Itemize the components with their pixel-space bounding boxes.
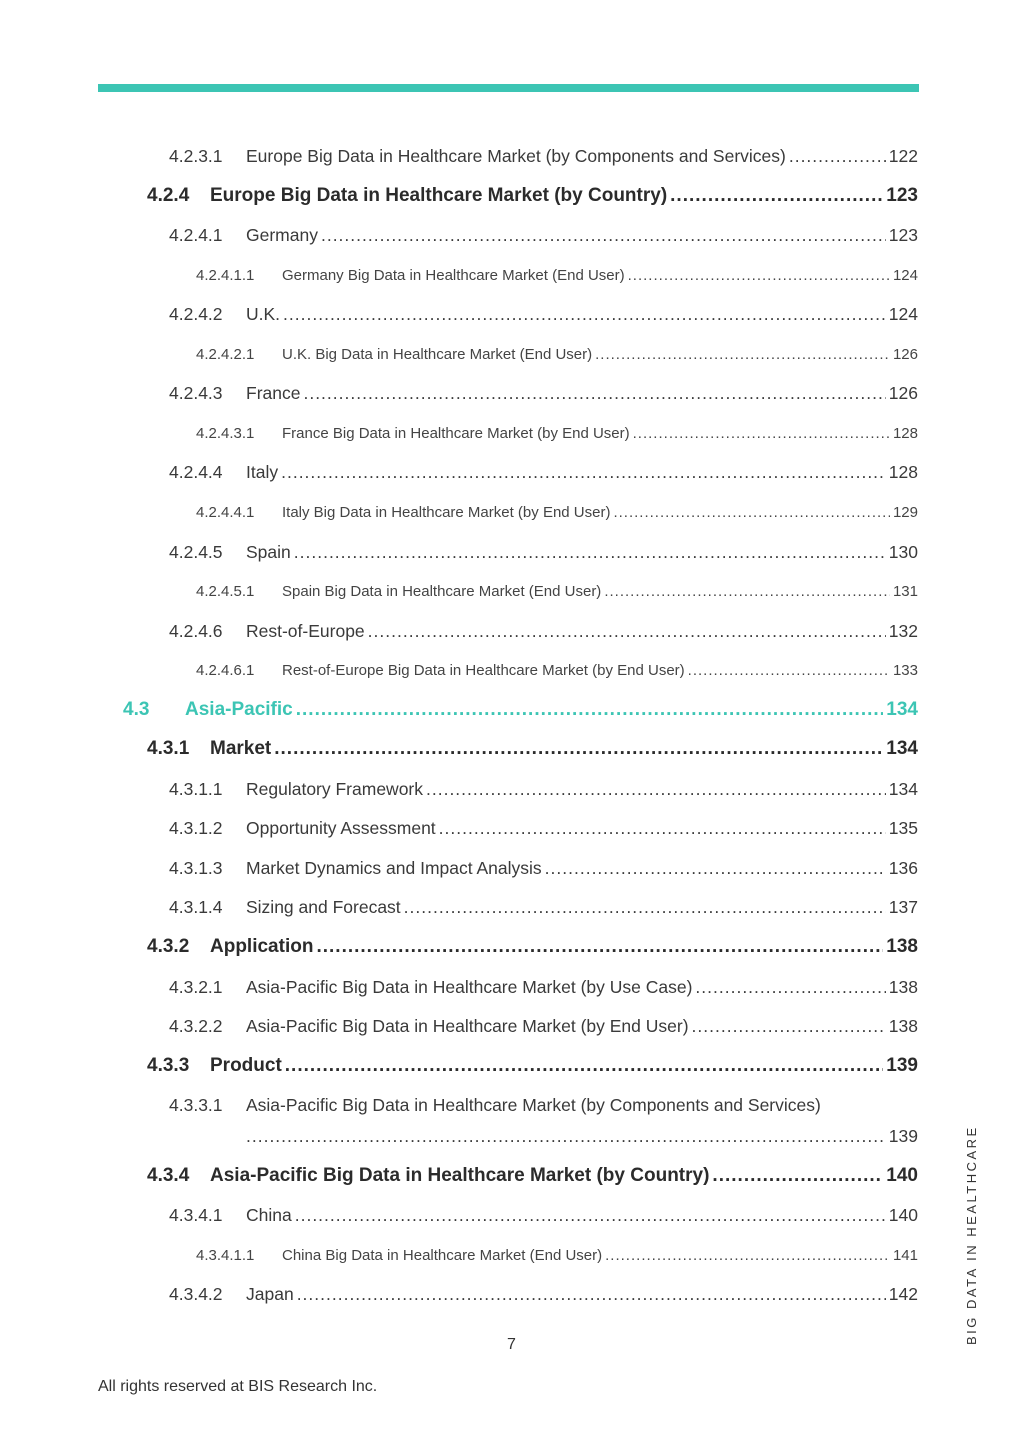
toc-entry[interactable]	[196, 1247, 918, 1264]
toc-entry-number: 4.3.2.2	[169, 1016, 223, 1037]
toc-entry-page: 126	[892, 345, 918, 363]
toc-entry-title: Japan	[246, 1284, 294, 1305]
toc-entry-title: China Big Data in Healthcare Market (End User)	[282, 1246, 603, 1264]
toc-entry-title: France Big Data in Healthcare Market (by End User)	[282, 424, 630, 442]
toc-entry-page: 122	[888, 146, 918, 166]
toc-leader-dots	[628, 267, 890, 284]
toc-leader-dots	[404, 897, 886, 918]
toc-entry-number: 4.2.4.1.1	[196, 266, 255, 284]
toc-entry-number: 4.3.2	[147, 936, 190, 957]
toc-entry-number: 4.2.4.6.1	[196, 662, 255, 680]
toc-entry-page: 124	[892, 266, 918, 284]
toc-entry-title: Asia-Pacific Big Data in Healthcare Market (by End User)	[246, 1016, 689, 1037]
toc-entry[interactable]	[169, 1016, 918, 1037]
toc-entry-title: Europe Big Data in Healthcare Market (by Country)	[210, 184, 668, 206]
toc-leader-dots	[695, 977, 885, 998]
toc-leader-dots	[439, 818, 886, 839]
toc-entry[interactable]	[196, 662, 918, 679]
toc-leader-dots	[688, 662, 890, 679]
toc-entry-title: France	[246, 383, 301, 404]
toc-entry-page: 140	[886, 1164, 918, 1186]
toc-entry-page: 137	[888, 897, 918, 918]
toc-entry[interactable]	[169, 542, 918, 563]
toc-entry-title: Market Dynamics and Impact Analysis	[246, 857, 542, 878]
page-number: 7	[507, 1336, 516, 1353]
toc-entry-page: 141	[892, 1246, 918, 1264]
toc-entry-title: Application	[210, 936, 314, 957]
toc-entry-page: 130	[888, 541, 918, 562]
toc-leader-dots	[712, 1165, 883, 1187]
toc-entry[interactable]	[147, 1165, 918, 1187]
toc-leader-dots	[295, 1205, 886, 1226]
toc-leader-dots	[368, 621, 886, 642]
toc-entry-page: 128	[892, 424, 918, 442]
toc-entry-title: Spain	[246, 541, 291, 562]
toc-leader-dots	[604, 583, 890, 600]
toc-entry-number: 4.2.4.5.1	[196, 583, 255, 601]
toc-entry-number: 4.3.3	[147, 1054, 190, 1076]
toc-entry-page: 138	[886, 936, 918, 957]
toc-entry-page: 123	[888, 225, 918, 246]
toc-entry-title: Asia-Pacific Big Data in Healthcare Market (by Country)	[210, 1164, 710, 1186]
side-running-title: BIG DATA IN HEALTHCARE	[964, 1125, 979, 1345]
toc-leader-dots	[692, 1016, 886, 1037]
toc-entry-page: 126	[888, 383, 918, 404]
toc-leader-dots	[294, 542, 886, 563]
toc-leader-dots	[246, 1126, 886, 1147]
toc-leader-dots	[789, 146, 886, 167]
toc-entry[interactable]	[196, 583, 918, 600]
toc-entry[interactable]	[169, 1205, 918, 1226]
toc-entry-number: 4.3.4	[147, 1164, 190, 1186]
toc-entry[interactable]	[147, 1055, 918, 1077]
toc-entry-number: 4.3.2.1	[169, 976, 223, 997]
toc-entry[interactable]	[147, 936, 918, 958]
toc-entry-title: China	[246, 1205, 292, 1226]
toc-entry-page: 129	[892, 503, 918, 521]
toc-entry[interactable]	[169, 621, 918, 642]
toc-entry-number: 4.3.1.1	[169, 778, 223, 799]
toc-entry-number: 4.2.4.1	[169, 225, 223, 246]
toc-leader-dots	[426, 779, 886, 800]
toc-leader-dots	[285, 1055, 884, 1077]
toc-entry[interactable]	[169, 779, 918, 800]
toc-leader-dots	[274, 738, 883, 760]
toc-entry[interactable]	[169, 977, 918, 998]
toc-leader-dots	[595, 346, 890, 363]
toc-entry-number: 4.2.4	[147, 184, 190, 206]
toc-entry-title: Italy	[246, 462, 279, 483]
toc-entry[interactable]	[169, 818, 918, 839]
toc-entry-title: Asia-Pacific	[185, 698, 293, 720]
toc-entry[interactable]	[169, 1095, 918, 1147]
toc-entry-page: 132	[888, 620, 918, 641]
toc-entry-title: Germany	[246, 225, 318, 246]
toc-entry-number: 4.3.1	[147, 738, 190, 760]
toc-entry-number: 4.3	[123, 698, 150, 720]
toc-entry-title: Market	[210, 738, 272, 760]
toc-entry-number: 4.2.4.5	[169, 541, 223, 562]
toc-entry[interactable]	[196, 425, 918, 442]
toc-leader-dots	[670, 185, 883, 207]
toc-entry[interactable]	[196, 346, 918, 363]
toc-entry-page: 138	[888, 976, 918, 997]
toc-entry-title: U.K. Big Data in Healthcare Market (End User)	[282, 345, 593, 363]
toc-entry-number: 4.2.4.3	[169, 383, 223, 404]
toc-entry-number: 4.2.4.4	[169, 462, 223, 483]
toc-leader-dots	[281, 462, 886, 483]
toc-entry-title: Product	[210, 1054, 282, 1076]
toc-entry[interactable]	[147, 185, 918, 207]
toc-entry[interactable]	[123, 699, 918, 721]
toc-leader-dots	[283, 304, 886, 325]
toc-entry-page: 131	[892, 583, 918, 601]
toc-leader-dots	[296, 699, 884, 721]
toc-entry-number: 4.2.4.2.1	[196, 345, 255, 363]
toc-entry-page: 136	[888, 857, 918, 878]
toc-entry-number: 4.2.4.6	[169, 620, 223, 641]
toc-entry-title: Spain Big Data in Healthcare Market (End User)	[282, 583, 602, 601]
toc-entry[interactable]	[169, 225, 918, 246]
toc-entry-page: 135	[888, 818, 918, 839]
toc-entry-title: U.K.	[246, 304, 281, 325]
toc-entry[interactable]	[169, 897, 918, 918]
toc-entry-number: 4.2.4.4.1	[196, 503, 255, 521]
toc-entry-page: 134	[886, 738, 918, 760]
toc-entry-title: Europe Big Data in Healthcare Market (by Components and Services)	[246, 146, 786, 166]
toc-leader-dots	[633, 425, 890, 442]
toc-leader-dots	[613, 504, 890, 521]
toc-entry-title: Asia-Pacific Big Data in Healthcare Market (by Components and Services)	[246, 1095, 821, 1116]
toc-entry[interactable]	[169, 304, 918, 325]
toc-entry[interactable]	[169, 146, 918, 167]
toc-entry-title: Asia-Pacific Big Data in Healthcare Market (by Use Case)	[246, 976, 693, 997]
toc-entry-number: 4.3.1.2	[169, 818, 223, 839]
toc-leader-dots	[297, 1284, 886, 1305]
toc-entry[interactable]	[169, 858, 918, 879]
footer-copyright: All rights reserved at BIS Research Inc.	[98, 1378, 378, 1395]
toc-entry-title: Rest-of-Europe	[246, 620, 365, 641]
toc-entry-number: 4.3.1.3	[169, 857, 223, 878]
toc-entry[interactable]	[169, 1284, 918, 1305]
toc-entry-page: 134	[888, 778, 918, 799]
toc-entry[interactable]	[169, 383, 918, 404]
toc-entry-page: 140	[888, 1205, 918, 1226]
toc-entry-page: 142	[888, 1284, 918, 1305]
toc-entry[interactable]	[196, 504, 918, 521]
toc-leader-dots	[545, 858, 886, 879]
toc-entry-number: 4.3.4.2	[169, 1284, 223, 1305]
toc-entry-page: 128	[888, 462, 918, 483]
toc-entry-number: 4.2.4.2	[169, 304, 223, 325]
toc-entry[interactable]	[147, 738, 918, 760]
toc-entry-number: 4.3.3.1	[169, 1095, 223, 1116]
toc-leader-dots	[316, 936, 883, 958]
toc-leader-dots	[321, 225, 886, 246]
toc-entry-title: Germany Big Data in Healthcare Market (End User)	[282, 266, 625, 284]
toc-leader-dots	[605, 1247, 890, 1264]
toc-entry-title: Rest-of-Europe Big Data in Healthcare Market (by End User)	[282, 662, 685, 680]
toc-entry-page: 138	[888, 1016, 918, 1037]
toc-entry-number: 4.2.4.3.1	[196, 424, 255, 442]
toc-entry-number: 4.2.3.1	[169, 146, 223, 166]
toc-entry-number: 4.3.4.1.1	[196, 1246, 255, 1264]
toc-entry-title: Regulatory Framework	[246, 778, 423, 799]
toc-entry-title: Sizing and Forecast	[246, 897, 401, 918]
toc-entry[interactable]	[196, 267, 918, 284]
toc-entry-number: 4.3.4.1	[169, 1205, 223, 1226]
toc-entry-page: 124	[888, 304, 918, 325]
toc-entry-page: 123	[886, 184, 918, 206]
toc-entry-page: 133	[892, 662, 918, 680]
toc-entry-page: 134	[886, 698, 918, 720]
toc-entry-page: 139	[886, 1054, 918, 1076]
toc-entry-title: Opportunity Assessment	[246, 818, 436, 839]
toc-entry[interactable]	[169, 462, 918, 483]
toc-entry-title: Italy Big Data in Healthcare Market (by End User)	[282, 503, 611, 521]
toc-leader-dots	[303, 383, 885, 404]
toc-entry-number: 4.3.1.4	[169, 897, 223, 918]
toc-entry-page: 139	[888, 1126, 918, 1147]
